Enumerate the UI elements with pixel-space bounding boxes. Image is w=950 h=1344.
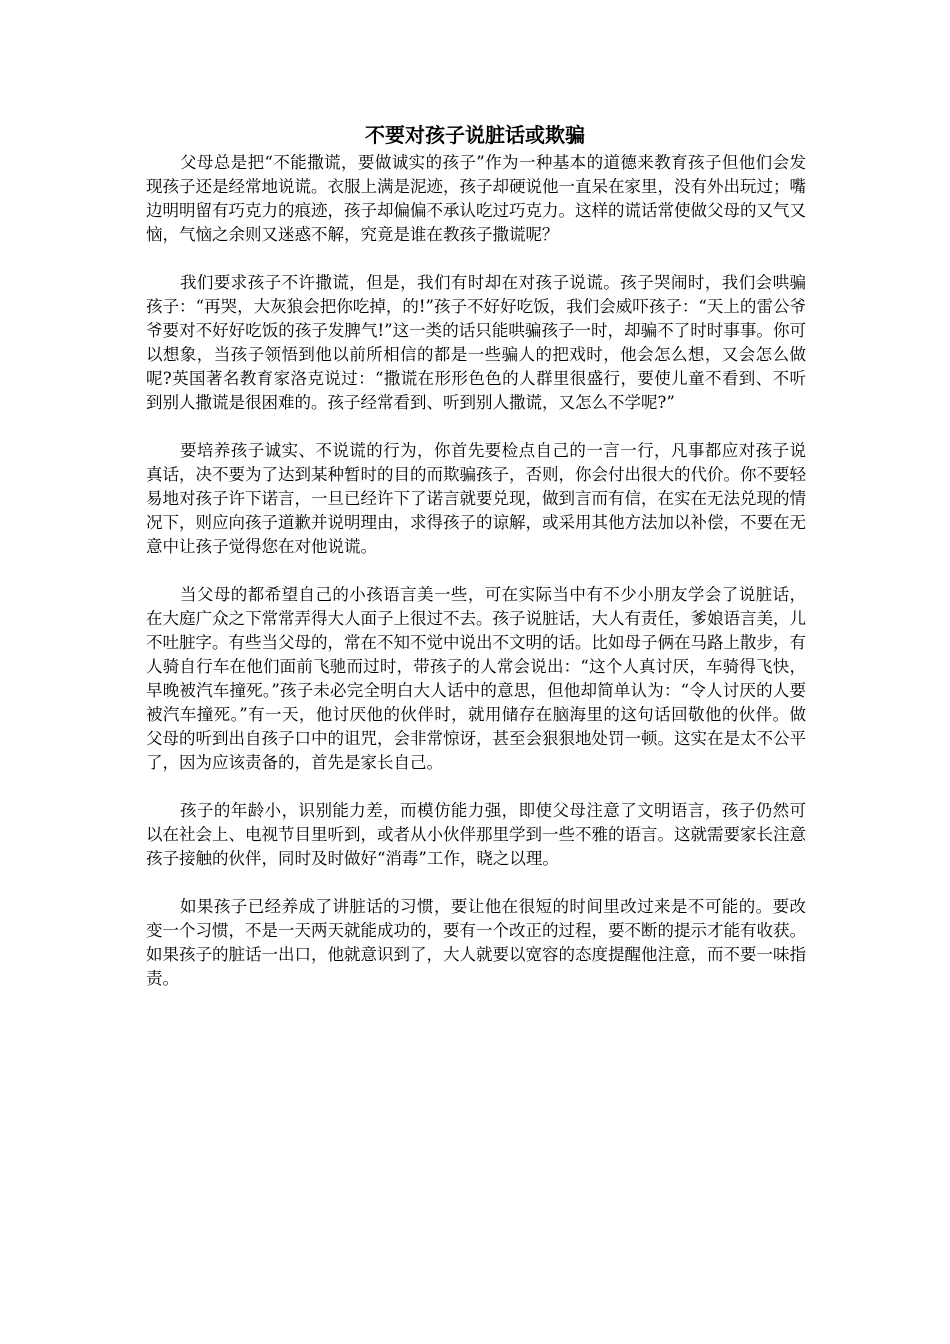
document-body: [146, 151, 806, 1015]
paragraph-3: 要培养孩子诚实、不说谎的行为，你首先要检点自己的一言一行，凡事都应对孩子说真话，决不要为了达到某种暂时的目的而欺骗孩子，否则，你会付出很大的代价。你不要轻易地对孩子许下诺言，一旦已经许下了诺言就要兑现，做到言而有信，在实在无法兑现的情况下，则应向孩子道歉并说明理由，求得孩子的谅解，或采用其他方法加以补偿，不要在无意中让孩子觉得您在对他说谎。: [146, 441, 806, 556]
paragraph-4: 当父母的都希望自己的小孩语言美一些，可在实际当中有不少小朋友学会了说脏话，在大庭广众之下常常弄得大人面子上很过不去。孩子说脏话，大人有责任，爹娘语言美，儿不吐脏字。有些当父母的，常在不知不觉中说出不文明的话。比如母子俩在马路上散步，有人骑自行车在他们面前飞驰而过时，带孩子的人常会说出：“这个人真讨厌，车骑得飞快，早晚被汽车撞死。”孩子未必完全明白大人话中的意思，但他却简单认为：“令人讨厌的人要被汽车撞死。”有一天，他讨厌他的伙伴时，就用储存在脑海里的这句话回敬他的伙伴。做父母的听到出自孩子口中的诅咒，会非常惊讶，甚至会狠狠地处罚一顿。这实在是太不公平了，因为应该责备的，首先是家长自己。: [146, 585, 806, 772]
paragraph-1: 父母总是把“不能撒谎，要做诚实的孩子”作为一种基本的道德来教育孩子但他们会发现孩子还是经常地说谎。衣服上满是泥迹，孩子却硬说他一直呆在家里，没有外出玩过；嘴边明明留有巧克力的痕迹，孩子却偏偏不承认吃过巧克力。这样的谎话常使做父母的又气又恼，气恼之余则又迷惑不解，究竟是谁在教孩子撒谎呢？: [146, 153, 806, 244]
document-title: 不要对孩子说脏话或欺骗: [365, 123, 585, 147]
paragraph-5: 孩子的年龄小，识别能力差，而模仿能力强，即使父母注意了文明语言，孩子仍然可以在社会上、电视节目里听到，或者从小伙伴那里学到一些不雅的语言。这就需要家长注意孩子接触的伙伴，同时及时做好“消毒”工作，晓之以理。: [146, 801, 806, 868]
paragraph-2: 我们要求孩子不许撒谎，但是，我们有时却在对孩子说谎。孩子哭闹时，我们会哄骗孩子：“再哭，大灰狼会把你吃掉，的!”孩子不好好吃饭，我们会威吓孩子：“天上的雷公爷爷要对不好好吃饭的孩子发脾气!”这一类的话只能哄骗孩子一时，却骗不了时时事事。你可以想象，当孩子领悟到他以前所相信的都是一些骗人的把戏时，他会怎么想，又会怎么做呢?英国著名教育家洛克说过：“撒谎在形形色色的人群里很盛行，要使儿童不看到、不听到别人撒谎是很困难的。孩子经常看到、听到别人撒谎，又怎么不学呢?”: [146, 273, 806, 412]
paragraph-6: 如果孩子已经养成了讲脏话的习惯，要让他在很短的时间里改过来是不可能的。要改变一个习惯，不是一天两天就能成功的，要有一个改正的过程，要不断的提示才能有收获。如果孩子的脏话一出口，他就意识到了，大人就要以宽容的态度提醒他注意，而不要一味指责。: [146, 897, 806, 988]
